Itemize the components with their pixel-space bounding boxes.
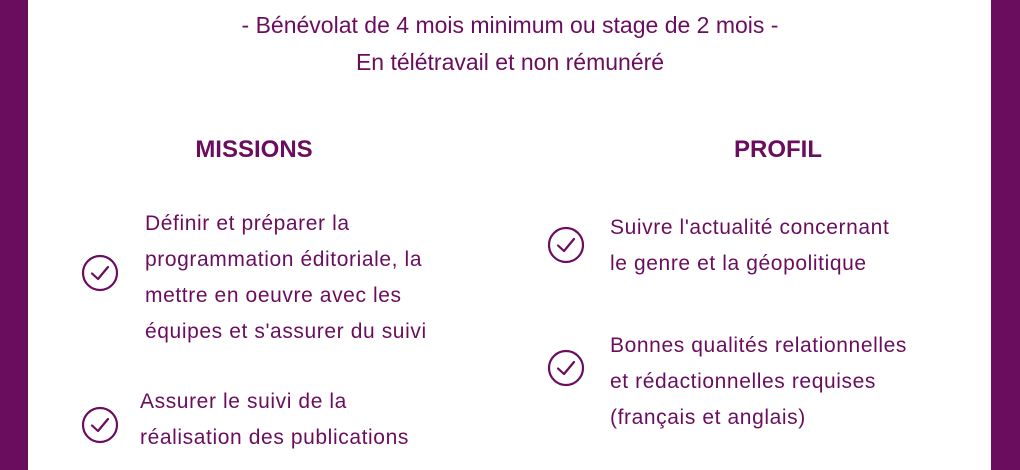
- subtitle-conditions: En télétravail et non rémunéré: [355, 49, 665, 75]
- check-circle-icon: [81, 254, 119, 292]
- profil-heading: PROFIL: [734, 136, 822, 163]
- check-circle-icon: [547, 226, 585, 264]
- check-circle-icon: [81, 406, 119, 444]
- mission-item-1: Définir et préparer la programmation éditoriale, la mettre en oeuvre avec les équipes et s'assurer du suivi: [145, 212, 427, 343]
- missions-heading: MISSIONS: [195, 136, 313, 163]
- mission-item-2: Assurer le suivi de la réalisation des publications: [140, 390, 409, 449]
- profil-item-2: Bonnes qualités relationnelles et rédactionnelles requises (français et anglais): [610, 334, 908, 429]
- subtitle-duration: - Bénévolat de 4 mois minimum ou stage de 2 mois -: [241, 12, 779, 38]
- check-circle-icon: [547, 349, 585, 387]
- profil-item-1: Suivre l'actualité concernant le genre et la géopolitique: [610, 216, 890, 275]
